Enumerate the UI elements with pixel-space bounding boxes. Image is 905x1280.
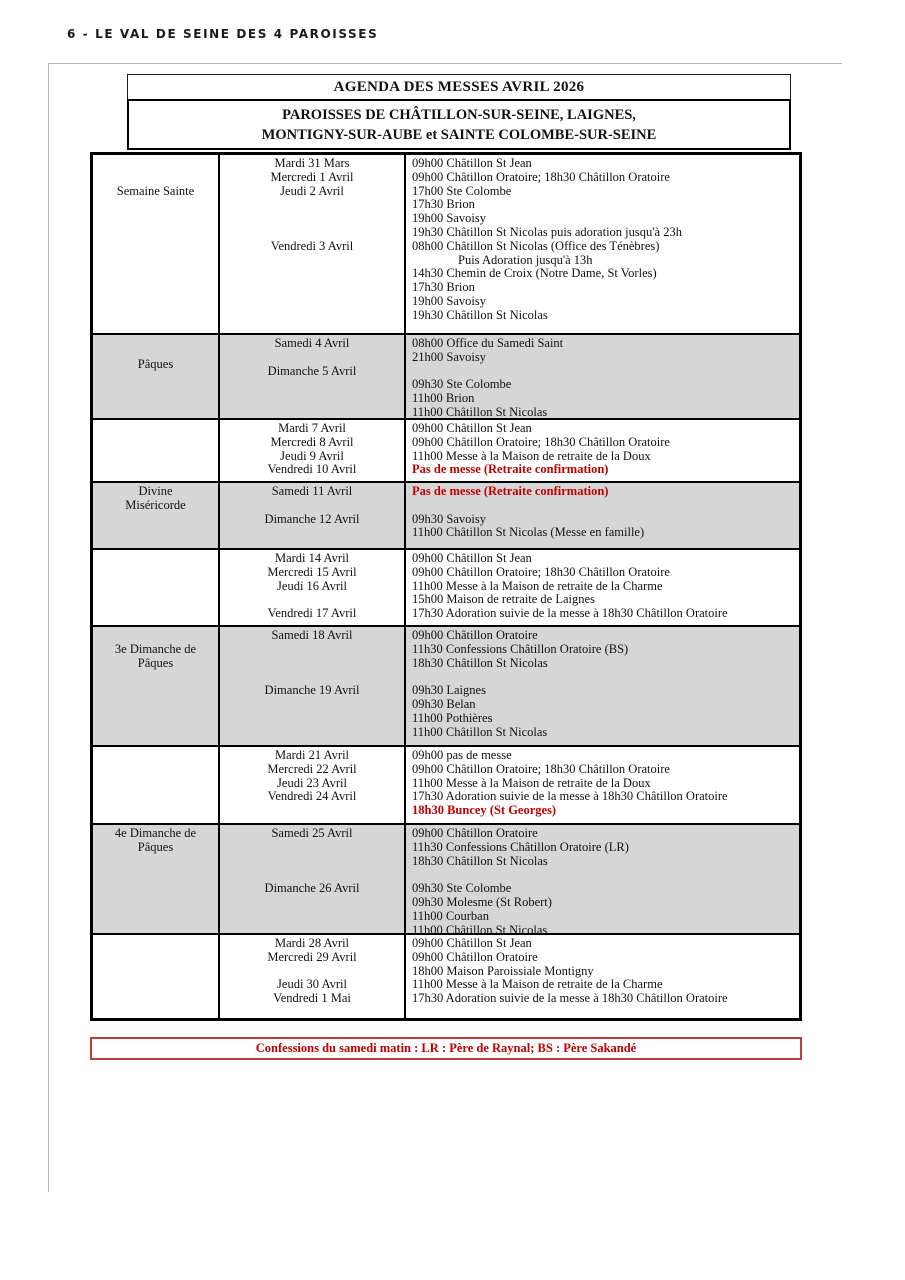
schedule-section-3 — [93, 418, 799, 481]
schedule-section-1 — [93, 155, 799, 333]
schedule-event: 11h00 Châtillon St Nicolas — [412, 922, 548, 937]
schedule-date — [220, 499, 404, 513]
schedule-date — [220, 868, 404, 882]
schedule-event: 11h00 Châtillon St Nicolas — [412, 724, 548, 739]
events-cell — [406, 935, 799, 1018]
schedule-date: Dimanche 19 Avril — [264, 683, 360, 698]
schedule-date: Dimanche 12 Avril — [264, 511, 360, 526]
schedule-event: 09h30 Ste Colombe — [412, 377, 512, 392]
period-label: 3e Dimanche de — [114, 641, 197, 656]
dates-cell — [220, 627, 406, 745]
mass-schedule-table — [90, 152, 802, 1021]
schedule-event: 09h00 Châtillon St Jean — [412, 421, 532, 435]
events-cell — [406, 155, 799, 333]
period-label-cell — [93, 825, 220, 937]
period-label: Pâques — [137, 839, 174, 854]
schedule-section-9 — [93, 933, 799, 1018]
schedule-event: 18h30 Buncey (St Georges) — [412, 803, 557, 818]
schedule-date: Mardi 31 Mars — [274, 156, 350, 170]
parishes-subtitle-line1: PAROISSES DE CHÂTILLON-SUR-SEINE, LAIGNES, — [282, 107, 636, 123]
events-cell — [406, 483, 799, 548]
dates-cell — [220, 483, 406, 548]
schedule-section-4 — [93, 481, 799, 548]
period-label-cell — [93, 483, 220, 548]
schedule-event: 17h30 Adoration suivie de la messe à 18h30 Châtillon Oratoire — [412, 991, 728, 1006]
events-cell — [406, 627, 799, 745]
schedule-event: Pas de messe (Retraite confirmation) — [412, 484, 609, 498]
schedule-section-8 — [93, 823, 799, 937]
schedule-date: Mercredi 29 Avril — [267, 949, 357, 964]
period-label: Divine — [138, 484, 173, 498]
schedule-date — [220, 855, 404, 869]
schedule-event — [406, 670, 799, 684]
period-label: Pâques — [137, 356, 174, 371]
schedule-event: 11h00 Brion — [412, 391, 475, 406]
schedule-date: Dimanche 5 Avril — [267, 363, 357, 378]
schedule-event: 17h30 Brion — [412, 197, 475, 212]
period-label-cell — [93, 420, 220, 481]
events-cell — [406, 550, 799, 625]
dates-cell — [220, 747, 406, 823]
schedule-event: 09h00 Châtillon Oratoire — [412, 628, 538, 642]
schedule-event: 21h00 Savoisy — [412, 349, 486, 364]
schedule-event: 18h30 Châtillon St Nicolas — [412, 853, 548, 868]
schedule-date: Samedi 4 Avril — [274, 336, 350, 350]
schedule-event: 09h30 Molesme (St Robert) — [412, 894, 552, 909]
schedule-date — [220, 212, 404, 226]
schedule-date: Vendredi 10 Avril — [267, 462, 357, 477]
schedule-date — [220, 670, 404, 684]
dates-cell — [220, 335, 406, 420]
schedule-event: 17h30 Brion — [412, 280, 475, 295]
confessions-note-box — [90, 1037, 802, 1060]
schedule-date: Mercredi 15 Avril — [267, 564, 357, 579]
schedule-date: Mercredi 8 Avril — [270, 434, 354, 449]
parishes-subtitle-box — [127, 99, 791, 150]
schedule-date: Mardi 28 Avril — [274, 936, 350, 950]
page-frame-left-line — [48, 63, 49, 1192]
page-frame-top-line — [48, 63, 842, 64]
schedule-date: Mercredi 1 Avril — [270, 169, 354, 184]
dates-cell — [220, 550, 406, 625]
events-cell — [406, 420, 799, 481]
schedule-event: 09h00 Châtillon St Jean — [412, 551, 532, 565]
events-cell — [406, 335, 799, 420]
period-label: Miséricorde — [125, 497, 186, 512]
schedule-date: Jeudi 30 Avril — [277, 977, 347, 992]
schedule-date: Vendredi 24 Avril — [267, 789, 357, 804]
schedule-event: 09h30 Laignes — [412, 683, 486, 698]
schedule-date: Jeudi 2 Avril — [280, 183, 344, 198]
schedule-date: Mardi 21 Avril — [274, 748, 350, 762]
schedule-event: 18h30 Châtillon St Nicolas — [412, 655, 548, 670]
period-label-cell — [93, 335, 220, 420]
schedule-event: 11h00 Châtillon St Nicolas (Messe en famille) — [412, 525, 645, 540]
schedule-event: 17h00 Ste Colombe — [412, 183, 512, 198]
schedule-event: 15h00 Maison de retraite de Laignes — [412, 592, 595, 607]
schedule-event: Pas de messe (Retraite confirmation) — [412, 462, 609, 477]
schedule-date: Dimanche 26 Avril — [264, 881, 360, 896]
schedule-event: 19h30 Châtillon St Nicolas puis adoration jusqu'à 23h — [412, 224, 682, 239]
schedule-event: 14h30 Chemin de Croix (Notre Dame, St Vorles) — [412, 266, 657, 281]
period-label-cell — [93, 155, 220, 333]
schedule-date: Mardi 14 Avril — [274, 551, 350, 565]
schedule-date: Vendredi 1 Mai — [273, 991, 351, 1006]
schedule-event: 09h30 Belan — [412, 696, 476, 711]
period-label: Pâques — [137, 655, 174, 670]
events-cell — [406, 747, 799, 823]
schedule-section-2 — [93, 333, 799, 418]
events-cell — [406, 825, 799, 937]
schedule-section-5 — [93, 548, 799, 625]
schedule-event: 09h00 Châtillon Oratoire; 18h30 Châtillon Oratoire — [412, 761, 670, 776]
schedule-date: Vendredi 17 Avril — [267, 606, 357, 621]
period-label: 4e Dimanche de — [114, 826, 197, 840]
schedule-event: 17h30 Adoration suivie de la messe à 18h30 Châtillon Oratoire — [412, 606, 728, 621]
schedule-date — [220, 841, 404, 855]
period-label-cell — [93, 935, 220, 1018]
schedule-event: 18h00 Maison Paroissiale Montigny — [412, 963, 594, 978]
schedule-date — [220, 226, 404, 240]
schedule-date: Vendredi 3 Avril — [270, 238, 354, 253]
schedule-date: Samedi 11 Avril — [271, 484, 353, 498]
schedule-event: 08h00 Châtillon St Nicolas (Office des Ténèbres) — [412, 238, 660, 253]
schedule-date — [220, 657, 404, 671]
schedule-event: 19h00 Savoisy — [412, 211, 486, 226]
schedule-date: Mercredi 22 Avril — [267, 761, 357, 776]
schedule-date: Jeudi 9 Avril — [280, 448, 344, 463]
schedule-date: Jeudi 16 Avril — [277, 578, 347, 593]
period-label: Semaine Sainte — [116, 183, 195, 198]
dates-cell — [220, 155, 406, 333]
schedule-date: Samedi 25 Avril — [271, 826, 353, 840]
schedule-event — [406, 868, 799, 882]
schedule-event: 09h00 pas de messe — [412, 748, 512, 762]
schedule-event: 11h30 Confessions Châtillon Oratoire (BS) — [412, 641, 629, 656]
dates-cell — [220, 420, 406, 481]
schedule-event: 09h00 Châtillon Oratoire — [412, 826, 538, 840]
schedule-event: 19h00 Savoisy — [412, 293, 486, 308]
period-label-cell — [93, 627, 220, 745]
schedule-event: 11h00 Pothières — [412, 710, 493, 725]
schedule-event: 11h00 Messe à la Maison de retraite de la Charme — [412, 977, 663, 992]
schedule-date — [220, 593, 404, 607]
schedule-date — [220, 965, 404, 979]
schedule-event: 11h30 Confessions Châtillon Oratoire (LR) — [412, 839, 629, 854]
schedule-date: Samedi 18 Avril — [271, 628, 353, 642]
schedule-event: 09h30 Ste Colombe — [412, 881, 512, 896]
schedule-event: 09h00 Châtillon Oratoire; 18h30 Châtillon Oratoire — [412, 169, 670, 184]
schedule-event: 09h00 Châtillon St Jean — [412, 936, 532, 950]
schedule-event: Puis Adoration jusqu'à 13h — [458, 252, 593, 267]
confessions-note: Confessions du samedi matin : LR : Père de Raynal; BS : Père Sakandé — [255, 1041, 637, 1055]
schedule-date — [220, 351, 404, 365]
schedule-date: Jeudi 23 Avril — [277, 775, 347, 790]
schedule-event: 09h00 Châtillon Oratoire; 18h30 Châtillon Oratoire — [412, 434, 670, 449]
schedule-event: 11h00 Châtillon St Nicolas — [412, 404, 548, 419]
schedule-event: 11h00 Messe à la Maison de retraite de la Doux — [412, 775, 651, 790]
page-header: 6 - LE VAL DE SEINE DES 4 PAROISSES — [67, 27, 379, 41]
schedule-event: 09h00 Châtillon St Jean — [412, 156, 532, 170]
schedule-date: Mardi 7 Avril — [278, 421, 346, 435]
parishes-subtitle-line2: MONTIGNY-SUR-AUBE et SAINTE COLOMBE-SUR-SEINE — [261, 127, 657, 143]
schedule-date — [220, 198, 404, 212]
schedule-event: 11h00 Messe à la Maison de retraite de la Charme — [412, 578, 663, 593]
schedule-event: 11h00 Courban — [412, 908, 489, 923]
schedule-event: 19h30 Châtillon St Nicolas — [412, 307, 548, 322]
schedule-event: 08h00 Office du Samedi Saint — [412, 336, 564, 350]
period-label-cell — [93, 747, 220, 823]
schedule-event: 09h30 Savoisy — [412, 511, 486, 526]
schedule-event — [406, 499, 799, 513]
period-label-cell — [93, 550, 220, 625]
dates-cell — [220, 825, 406, 937]
schedule-event — [406, 365, 799, 379]
schedule-section-6 — [93, 625, 799, 745]
schedule-event: 09h00 Châtillon Oratoire; 18h30 Châtillon Oratoire — [412, 564, 670, 579]
dates-cell — [220, 935, 406, 1018]
schedule-section-7 — [93, 745, 799, 823]
schedule-event: 17h30 Adoration suivie de la messe à 18h30 Châtillon Oratoire — [412, 789, 728, 804]
agenda-title-box — [127, 74, 791, 100]
schedule-date — [220, 643, 404, 657]
agenda-title: AGENDA DES MESSES AVRIL 2026 — [333, 79, 585, 95]
schedule-event: 09h00 Châtillon Oratoire — [412, 949, 538, 964]
schedule-event: 11h00 Messe à la Maison de retraite de la Doux — [412, 448, 651, 463]
